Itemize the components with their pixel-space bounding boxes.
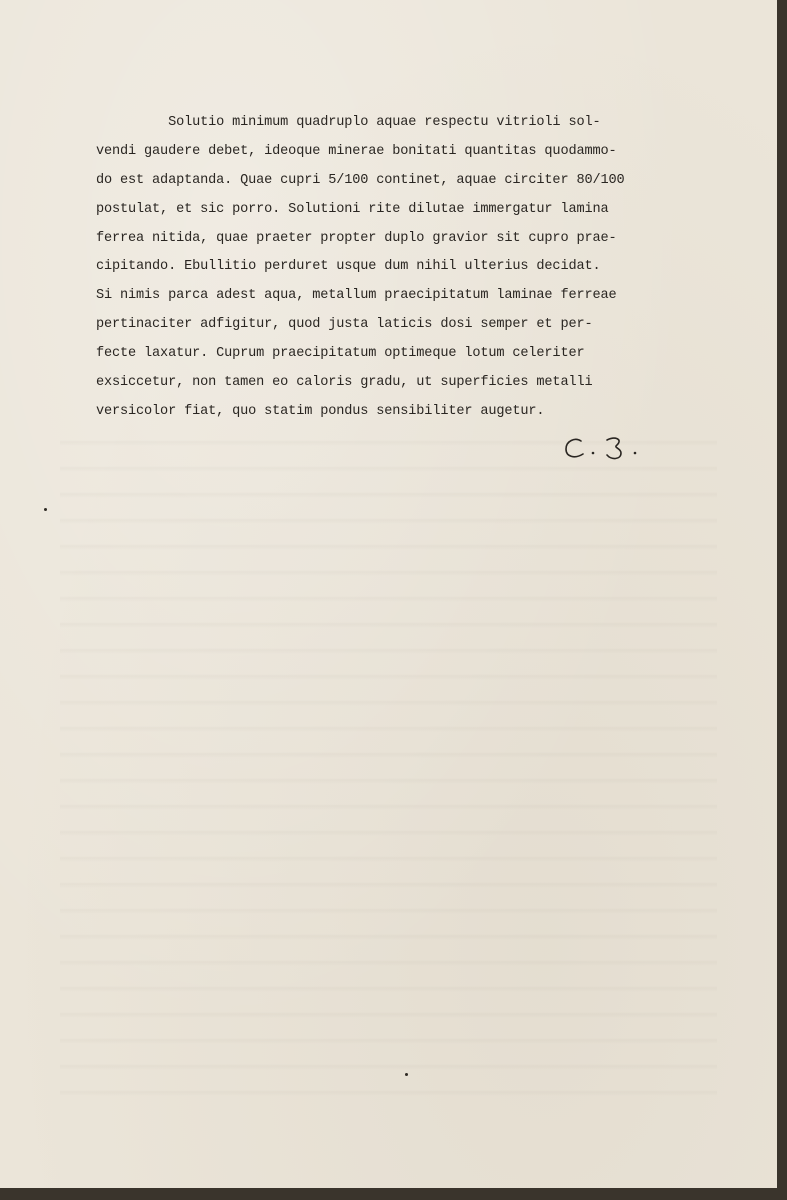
bleed-through-text	[60, 420, 717, 1100]
ink-speck	[44, 508, 47, 511]
ink-speck	[405, 1073, 408, 1076]
text-line: pertinaciter adfigitur, quod justa laticis dosi semper et per-	[96, 317, 593, 333]
typed-paragraph	[96, 109, 666, 427]
text-line: Solutio minimum quadruplo aquae respectu vitrioli sol-	[96, 115, 601, 130]
text-line: postulat, et sic porro. Solutioni rite dilutae immergatur lamina	[96, 201, 609, 217]
text-line: cipitando. Ebullitio perduret usque dum nihil ulterius decidat.	[96, 259, 601, 275]
text-line: versicolor fiat, quo statim pondus sensibiliter augetur.	[96, 403, 545, 419]
handwritten-signature	[563, 431, 653, 465]
text-line: fecte laxatur. Cuprum praecipitatum optimeque lotum celeriter	[96, 346, 585, 362]
text-line: do est adaptanda. Quae cupri 5/100 continet, aquae circiter 80/100	[96, 172, 625, 188]
text-line: exsiccetur, non tamen eo caloris gradu, ut superficies metalli	[96, 375, 593, 391]
text-line: ferrea nitida, quae praeter propter duplo gravior sit cupro prae-	[96, 230, 617, 246]
text-line: Si nimis parca adest aqua, metallum praecipitatum laminae ferreae	[96, 288, 617, 304]
text-line: vendi gaudere debet, ideoque minerae bonitati quantitas quodammo-	[96, 143, 617, 159]
